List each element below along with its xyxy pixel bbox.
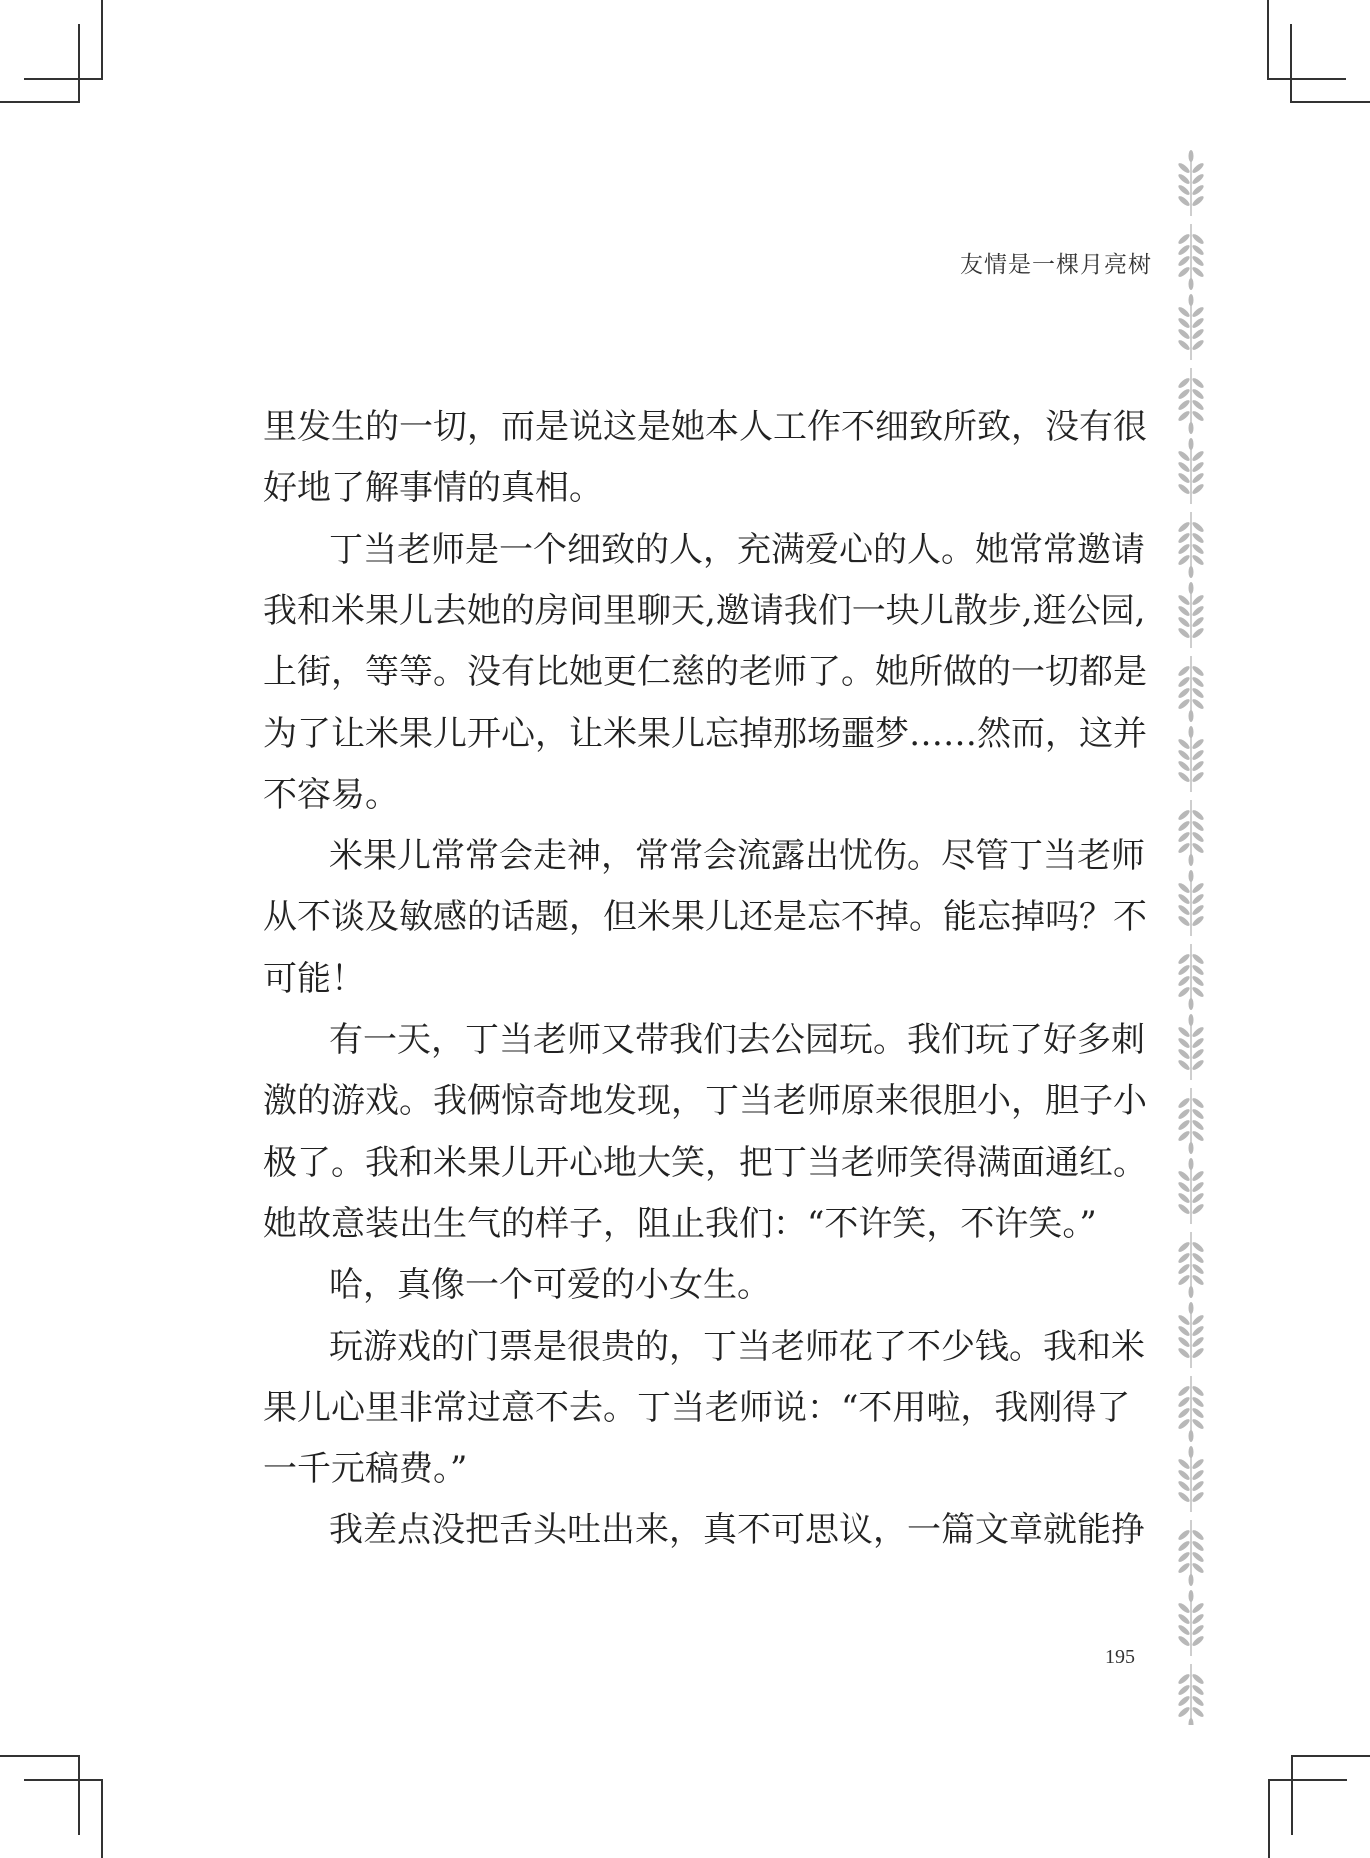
text-line: 好地了解事情的真相。 [263, 468, 603, 509]
leaf-sprig-icon [1177, 368, 1205, 434]
text-line: 丁当老师是一个细致的人，充满爱心的人。她常常邀请 [329, 529, 1145, 570]
leaf-sprig-icon [1177, 800, 1205, 866]
crop-mark-tr [1290, 101, 1370, 103]
leaf-sprig-icon [1177, 1158, 1205, 1224]
leaf-sprig-icon [1177, 1590, 1205, 1656]
page-number: 195 [1105, 1646, 1135, 1668]
crop-mark-bl [101, 1779, 103, 1858]
text-line: 激的游戏。我俩惊奇地发现，丁当老师原来很胆小，胆子小 [263, 1081, 1147, 1122]
text-line: 一千元稿费。” [263, 1449, 468, 1490]
crop-mark-tl [0, 101, 79, 103]
text-line: 我和米果儿去她的房间里聊天,邀请我们一块儿散步,逛公园, [263, 590, 1146, 631]
leaf-sprig-icon [1177, 1088, 1205, 1154]
leaf-sprig-icon [1177, 224, 1205, 290]
leaf-sprig-icon [1177, 1664, 1205, 1725]
leaf-sprig-icon [1177, 944, 1205, 1010]
text-line: 极了。我和米果儿开心地大笑，把丁当老师笑得满面通红。 [263, 1142, 1147, 1183]
crop-mark-br [1291, 1755, 1370, 1757]
leaf-sprig-icon [1177, 438, 1205, 504]
crop-mark-tr [1290, 24, 1292, 103]
text-line: 不容易。 [263, 774, 399, 815]
text-line: 她故意装出生气的样子，阻止我们：“不许笑，不许笑。” [263, 1203, 1097, 1244]
running-header: 友情是一棵月亮树 [960, 252, 1152, 278]
text-line: 上街，等等。没有比她更仁慈的老师了。她所做的一切都是 [263, 652, 1147, 693]
leaf-sprig-icon [1177, 1014, 1205, 1080]
crop-mark-bl [24, 1779, 103, 1781]
leaf-sprig-icon [1177, 1376, 1205, 1442]
text-line: 哈，真像一个可爱的小女生。 [329, 1265, 771, 1306]
crop-mark-bl [78, 1755, 80, 1835]
text-line: 有一天，丁当老师又带我们去公园玩。我们玩了好多刺 [329, 1020, 1145, 1060]
text-line: 里发生的一切，而是说这是她本人工作不细致所致，没有很 [263, 407, 1147, 447]
text-line: 从不谈及敏感的话题，但米果儿还是忘不掉。能忘掉吗？不 [263, 897, 1147, 938]
crop-mark-br [1268, 1779, 1270, 1858]
text-line: 米果儿常常会走神，常常会流露出忧伤。尽管丁当老师 [329, 836, 1145, 877]
leaf-sprig-icon [1177, 870, 1205, 936]
crop-mark-tl [24, 78, 103, 80]
leaf-sprig-icon [1177, 150, 1205, 216]
crop-mark-tr [1267, 0, 1269, 79]
leaf-sprig-icon [1177, 726, 1205, 792]
leaf-sprig-icon [1177, 656, 1205, 722]
leaf-sprig-icon [1177, 1302, 1205, 1368]
crop-mark-tl [78, 24, 80, 103]
crop-mark-br [1268, 1779, 1347, 1781]
leaf-sprig-icon [1177, 582, 1205, 648]
leaf-sprig-icon [1177, 1232, 1205, 1298]
crop-mark-br [1291, 1755, 1293, 1835]
crop-mark-bl [0, 1755, 79, 1757]
leaf-vine-icon [1170, 150, 1214, 1725]
text-line: 为了让米果儿开心，让米果儿忘掉那场噩梦……然而，这并 [263, 713, 1147, 754]
text-line: 玩游戏的门票是很贵的，丁当老师花了不少钱。我和米 [329, 1326, 1145, 1367]
text-line: 我差点没把舌头吐出来，真不可思议，一篇文章就能挣 [329, 1510, 1145, 1551]
text-line: 果儿心里非常过意不去。丁当老师说：“不用啦，我刚得了 [263, 1387, 1131, 1428]
leaf-sprig-icon [1177, 1446, 1205, 1512]
leaf-sprig-icon [1177, 294, 1205, 360]
text-line: 可能！ [263, 958, 365, 999]
crop-mark-tl [101, 0, 103, 79]
crop-mark-tr [1267, 78, 1346, 80]
leaf-sprig-icon [1177, 512, 1205, 578]
leaf-sprig-icon [1177, 1520, 1205, 1586]
